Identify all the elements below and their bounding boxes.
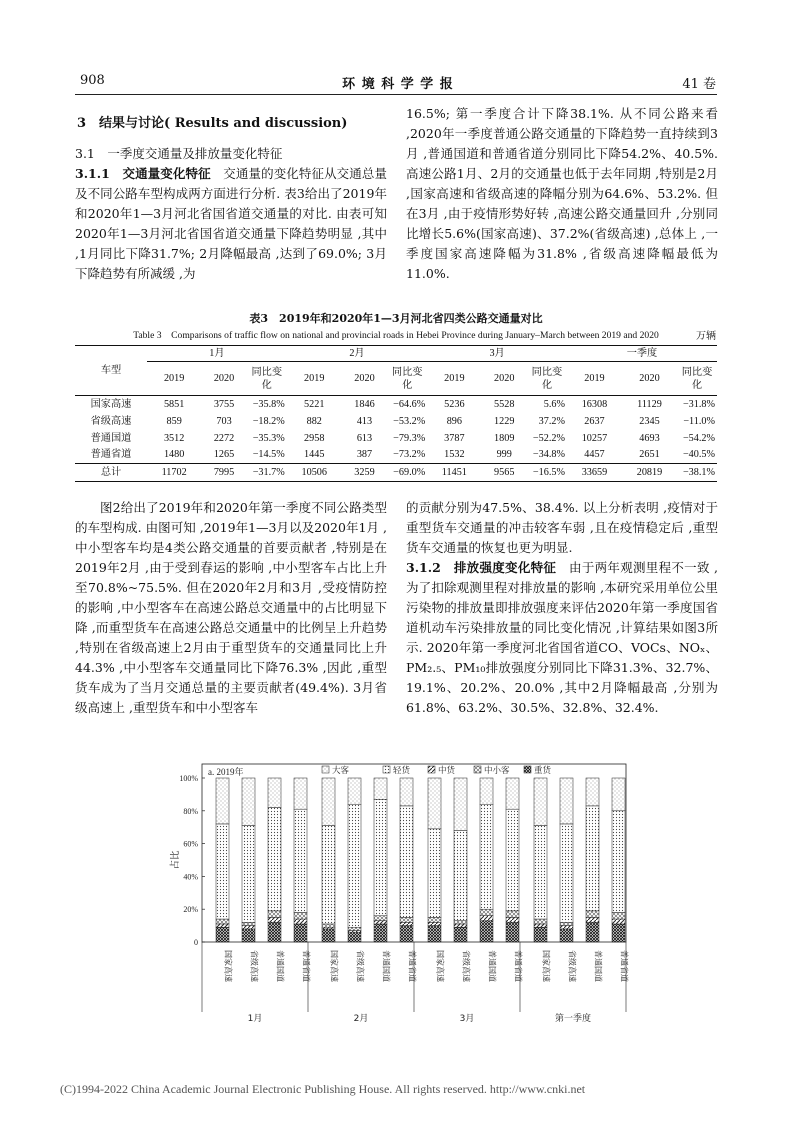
x-category-label: 普通国道 xyxy=(275,950,285,982)
page-number: 908 xyxy=(80,73,105,88)
x-category-label: 省级高速 xyxy=(355,950,365,982)
table-cell: 999 xyxy=(496,449,512,461)
sub-header: 2019 xyxy=(567,362,622,396)
col-header-vehicle: 车型 xyxy=(75,346,147,396)
table-cell: 7995 xyxy=(201,464,246,482)
table-cell: 11451 xyxy=(427,464,481,482)
table-cell: −16.5% xyxy=(527,464,567,482)
table-cell: −79.3% xyxy=(393,432,426,444)
bar-segment xyxy=(586,922,599,942)
bar-segment xyxy=(428,829,441,918)
bar-segment xyxy=(560,929,573,942)
plot-frame xyxy=(202,764,626,942)
table-cell: −14.5% xyxy=(252,449,285,461)
table-row xyxy=(75,430,717,447)
row-name: 国家高速 xyxy=(90,398,132,410)
y-tick-label: 0 xyxy=(194,938,198,947)
subsubsection-label: 3.1.2 排放强度变化特征 xyxy=(406,560,557,575)
sub-header: 2020 xyxy=(201,362,246,396)
bar-segment xyxy=(374,924,387,942)
bar-segment xyxy=(216,778,229,824)
bar-segment xyxy=(454,830,467,920)
group-header: 2月 xyxy=(287,346,427,362)
table-cell: 5221 xyxy=(304,398,325,410)
bar-segment xyxy=(294,809,307,912)
table-cell: −11.0% xyxy=(683,415,715,427)
table-cell: −40.5% xyxy=(682,449,715,461)
bar-segment xyxy=(480,921,493,942)
bar-segment xyxy=(480,916,493,921)
group-header: 一季度 xyxy=(567,346,717,362)
bar-segment xyxy=(400,778,413,806)
table-3 xyxy=(75,345,717,482)
volume-label: 41 卷 xyxy=(682,77,716,92)
table-cell: 2958 xyxy=(304,432,325,444)
table-cell: −38.1% xyxy=(677,464,717,482)
bar-segment xyxy=(586,778,599,806)
x-group-label: 第一季度 xyxy=(554,1014,592,1024)
bar-segment xyxy=(480,909,493,916)
table-cell: 5.6% xyxy=(543,398,565,410)
table-cell: 1265 xyxy=(213,449,235,461)
bar-segment xyxy=(612,811,625,913)
table-cell: 613 xyxy=(356,432,373,444)
paragraph: 16.5%; 第一季度合计下降38.1%. 从不同公路来看 ,2020年一季度普通公路交通量的下降趋势一直持续到3月 ,普通国道和普通省道分别同比下降54.2%、40.5%. 高速公路1月、2月的交通量也低于去年同期 ,特别是2月 ,国家高速和省级高速的降幅分别为64.6%、53.2%. 但在3月 ,由于疫情形势好转 ,高速公路交通量回升 ,分别同比增长5.6%(国家高速)、37.2%(省级高速) ,总体上 ,一季度国家高速降幅为31.8% ,省级高速降幅最低为11.0%. xyxy=(406,106,718,281)
bar-segment xyxy=(268,911,281,918)
x-category-label: 普通国道 xyxy=(487,950,497,982)
table-cell: −35.3% xyxy=(252,432,285,444)
bar-segment xyxy=(242,922,255,925)
x-category-label: 省级高速 xyxy=(567,950,577,982)
table-cell: −35.8% xyxy=(252,398,285,410)
bar-segment xyxy=(534,927,547,942)
table-cell: 387 xyxy=(356,449,373,461)
table-cell: 882 xyxy=(306,415,322,427)
bar-segment xyxy=(400,922,413,925)
bar-segment xyxy=(322,778,335,826)
row-name: 省级高速 xyxy=(90,415,132,427)
table-cell: 1846 xyxy=(354,398,375,410)
table-cell: 703 xyxy=(216,415,232,427)
table-cell: 1445 xyxy=(304,449,325,461)
table-cell: 3259 xyxy=(342,464,387,482)
journal-title: 环 境 科 学 学 报 xyxy=(342,77,454,92)
table-row xyxy=(75,464,717,482)
table-cell: −69.0% xyxy=(387,464,427,482)
bar-segment xyxy=(268,917,281,922)
bar-segment xyxy=(216,924,229,927)
table-cell: 9565 xyxy=(481,464,526,482)
bar-segment xyxy=(454,927,467,942)
x-category-label: 普通省道 xyxy=(513,950,523,982)
bar-segment xyxy=(294,919,307,924)
table-cell: 413 xyxy=(356,415,373,427)
right-column-top xyxy=(406,104,718,284)
bar-segment xyxy=(560,778,573,824)
legend-swatch xyxy=(383,766,390,773)
legend-label: 轻货 xyxy=(393,766,411,776)
table-cell: 5851 xyxy=(163,398,185,410)
x-category-label: 普通国道 xyxy=(593,950,603,982)
bar-segment xyxy=(400,926,413,942)
table-cell: 11702 xyxy=(147,464,201,482)
section-heading: 3 结果与讨论( Results and discussion) xyxy=(77,116,348,131)
footer-copyright: (C)1994-2022 China Academic Journal Electronic Publishing House. All rights reserved. http://www.cnki.net xyxy=(60,1082,586,1096)
table-cell: 5528 xyxy=(494,398,515,410)
paragraph-text: 由于两年观测里程不一致 ,为了扣除观测里程对排放量的影响 ,本研究采用单位公里污染物的排放量即排放强度来评估2020年第一季度国省道机动车污染排放量的同比变化情况 ,计算结果如图3所示. 2020年第一季度河北省国省道CO、VOCs、NOₓ、PM₂.₅、PM₁₀排放强度分别同比下降31.3%、32.7%、19.1%、20.2%、20.0% ,其中2月降幅最高 ,分别为61.8%、63.2%、30.5%、32.8%、32.4%. xyxy=(406,560,718,715)
x-category-label: 省级高速 xyxy=(249,950,259,982)
bar-segment xyxy=(322,929,335,942)
bar-segment xyxy=(560,926,573,929)
bar-segment xyxy=(242,778,255,826)
sub-header: 同比变化 xyxy=(677,362,717,396)
sub-header: 2019 xyxy=(287,362,342,396)
table-caption-en xyxy=(75,327,717,341)
table-cell: 3512 xyxy=(163,432,185,444)
x-category-label: 国家高速 xyxy=(541,950,551,982)
x-group-label: 1月 xyxy=(247,1014,263,1024)
table-cell: 2272 xyxy=(213,432,235,444)
table-cell: −52.2% xyxy=(532,432,565,444)
x-category-label: 国家高速 xyxy=(435,950,445,982)
bar-segment xyxy=(242,926,255,929)
x-category-label: 普通省道 xyxy=(619,950,629,982)
bar-segment xyxy=(374,778,387,799)
table-cell: 896 xyxy=(446,415,462,427)
x-category-label: 普通国道 xyxy=(381,950,391,982)
y-tick-label: 40% xyxy=(183,872,198,882)
table-cell: 1229 xyxy=(494,415,515,427)
table-row xyxy=(75,447,717,464)
bar-segment xyxy=(560,824,573,922)
bar-segment xyxy=(454,924,467,927)
sub-header: 2020 xyxy=(342,362,387,396)
subsection-heading: 3.1 一季度交通量及排放量变化特征 xyxy=(75,146,283,161)
row-name: 总计 xyxy=(75,464,147,482)
table-cell: 4693 xyxy=(639,432,660,444)
sub-header: 同比变化 xyxy=(527,362,567,396)
table-cell: 37.2% xyxy=(538,415,565,427)
bar-segment xyxy=(428,778,441,829)
bar-segment xyxy=(268,922,281,942)
bar-segment xyxy=(348,932,361,942)
left-column-bottom xyxy=(75,498,387,718)
table-caption-cn: 表3 2019年和2020年1—3月河北省四类公路交通量对比 xyxy=(249,312,543,325)
y-tick-label: 80% xyxy=(183,806,198,816)
bar-segment xyxy=(294,778,307,809)
bar-segment xyxy=(428,926,441,942)
y-tick-label: 100% xyxy=(179,774,198,783)
paragraph: 图2给出了2019年和2020年第一季度不同公路类型的车型构成. 由图可知 ,2019年1—3月以及2020年1月 ,中小型客车均是4类公路交通量的首要贡献者 ,特别是在2019年2月 ,由于受到春运的影响 ,中小型客车占比上升至70.8%~75.5%. 但在2020年2月和3月 ,受疫情防控的影响 ,中小型客车在高速公路总交通量中的占比明显下降 ,而重型货车在高速公路总交通量中的比例呈上升趋势 ,特别在省级高速上2月由于重型货车的交通量同比上升44.3% ,中小型客车交通量同比下降76.3% ,因此 ,重型货车成为了当月交通总量的主要贡献者(49.4%). 3月省级高速上 ,重型货车和中小型客车 xyxy=(75,500,387,715)
table-cell: 10257 xyxy=(581,432,608,444)
table-cell: −54.2% xyxy=(682,432,715,444)
paragraph xyxy=(75,164,387,284)
table-cell: −34.8% xyxy=(532,449,565,461)
bar-segment xyxy=(400,806,413,918)
x-category-label: 普通省道 xyxy=(301,950,311,982)
table-caption-en-text: Table 3 Comparisons of traffic flow on national and provincial roads in Hebei Province during January–March between 2019 and 2020 xyxy=(133,330,659,341)
bar-segment xyxy=(322,927,335,929)
table-cell: 2345 xyxy=(639,415,660,427)
y-tick-label: 60% xyxy=(183,839,198,849)
legend-swatch xyxy=(428,766,435,773)
legend-label: 大客 xyxy=(332,766,350,776)
table-cell: 5236 xyxy=(444,398,465,410)
bar-segment xyxy=(586,806,599,911)
sub-header: 同比变化 xyxy=(387,362,427,396)
table-cell: −53.2% xyxy=(393,415,426,427)
bar-segment xyxy=(268,778,281,808)
table-cell: −18.2% xyxy=(252,415,285,427)
bar-segment xyxy=(242,826,255,923)
bar-segment xyxy=(586,917,599,922)
table-cell: 16308 xyxy=(581,398,608,410)
sub-header: 2019 xyxy=(427,362,481,396)
sub-header: 同比变化 xyxy=(247,362,287,396)
group-header: 1月 xyxy=(147,346,287,362)
panel-label: a. 2019年 xyxy=(208,767,244,777)
bar-segment xyxy=(480,778,493,804)
bar-segment xyxy=(454,778,467,830)
x-group-label: 3月 xyxy=(459,1014,475,1024)
bar-segment xyxy=(506,778,519,809)
table-cell: 859 xyxy=(166,415,182,427)
table-cell: −31.8% xyxy=(682,398,715,410)
bar-segment xyxy=(454,921,467,924)
bar-segment xyxy=(216,927,229,942)
table-cell: −31.7% xyxy=(247,464,287,482)
bar-segment xyxy=(242,929,255,942)
legend-swatch xyxy=(524,766,531,773)
x-group-label: 2月 xyxy=(353,1014,369,1024)
bar-segment xyxy=(612,919,625,924)
bar-segment xyxy=(612,924,625,942)
table-cell: −64.6% xyxy=(393,398,426,410)
header-rule xyxy=(75,94,717,95)
bar-segment xyxy=(348,931,361,933)
bar-segment xyxy=(374,916,387,921)
bar-segment xyxy=(348,804,361,927)
bar-segment xyxy=(534,826,547,919)
bar-segment xyxy=(216,919,229,924)
bar-segment xyxy=(560,922,573,925)
group-header: 3月 xyxy=(427,346,567,362)
legend-label: 中货 xyxy=(438,766,456,776)
table-cell: 33659 xyxy=(567,464,622,482)
bar-segment xyxy=(534,778,547,826)
table-cell: 20819 xyxy=(622,464,677,482)
bar-segment xyxy=(348,927,361,930)
table-cell: 4457 xyxy=(584,449,605,461)
legend-label: 重货 xyxy=(534,766,552,776)
bar-segment xyxy=(374,799,387,915)
bar-segment xyxy=(216,824,229,919)
x-category-label: 省级高速 xyxy=(461,950,471,982)
table-cell: 3787 xyxy=(444,432,465,444)
table-cell: −73.2% xyxy=(393,449,426,461)
paragraph-text: 交通量的变化特征从交通总量及不同公路车型构成两方面进行分析. 表3给出了2019年和2020年1—3月河北省国省道交通量的对比. 由表可知 2020年1—3月河北省国省道交通量下降趋势明显 ,其中 ,1月同比下降31.7%; 2月降幅最高 ,达到了69.0%; 3月下降趋势有所减缓 ,为 xyxy=(75,166,387,281)
bar-segment xyxy=(506,917,519,922)
bar-segment xyxy=(612,912,625,919)
table-cell: 1480 xyxy=(163,449,185,461)
bar-segment xyxy=(586,911,599,918)
x-category-label: 国家高速 xyxy=(329,950,339,982)
legend-label: 中小客 xyxy=(484,766,510,776)
bar-segment xyxy=(268,808,281,911)
bar-segment xyxy=(322,924,335,927)
bar-segment xyxy=(322,826,335,924)
bar-segment xyxy=(506,922,519,942)
table-row xyxy=(75,396,717,413)
row-name: 普通省道 xyxy=(90,449,132,461)
sub-header: 2019 xyxy=(147,362,201,396)
left-column-top xyxy=(75,114,387,284)
bar-segment xyxy=(374,921,387,924)
bar-segment xyxy=(480,804,493,909)
bar-segment xyxy=(428,922,441,925)
x-category-label: 国家高速 xyxy=(223,950,233,982)
legend-swatch xyxy=(322,766,329,773)
bar-segment xyxy=(348,778,361,804)
bar-segment xyxy=(294,912,307,919)
y-tick-label: 20% xyxy=(183,905,198,915)
table-cell: 2651 xyxy=(639,449,660,461)
right-column-bottom xyxy=(406,498,718,718)
table-cell: 10506 xyxy=(287,464,342,482)
legend-swatch xyxy=(474,766,481,773)
bar-segment xyxy=(612,778,625,811)
table-cell: 3755 xyxy=(213,398,235,410)
subsubsection-label: 3.1.1 交通量变化特征 xyxy=(75,166,211,181)
y-axis-label: 占比 xyxy=(170,850,181,870)
table-cell: 2637 xyxy=(584,415,605,427)
sub-header: 2020 xyxy=(622,362,677,396)
bar-segment xyxy=(534,919,547,924)
paragraph: 的贡献分别为47.5%、38.4%. 以上分析表明 ,疫情对于重型货车交通量的冲击较客车弱 ,且在疫情稳定后 ,重型货车交通量的恢复也更为明显. xyxy=(406,500,718,555)
bar-segment xyxy=(534,924,547,927)
table-cell: 1532 xyxy=(444,449,465,461)
table-row xyxy=(75,413,717,430)
bar-segment xyxy=(294,924,307,942)
paragraph xyxy=(406,558,718,718)
table-unit: 万辆 xyxy=(696,331,716,342)
bar-segment xyxy=(506,911,519,918)
bar-segment xyxy=(428,917,441,922)
bar-segment xyxy=(506,809,519,911)
table-cell: 1809 xyxy=(494,432,515,444)
bar-segment xyxy=(400,917,413,922)
row-name: 普通国道 xyxy=(90,432,132,444)
sub-header: 2020 xyxy=(481,362,526,396)
x-category-label: 普通省道 xyxy=(407,950,417,982)
table-cell: 11129 xyxy=(637,398,662,410)
